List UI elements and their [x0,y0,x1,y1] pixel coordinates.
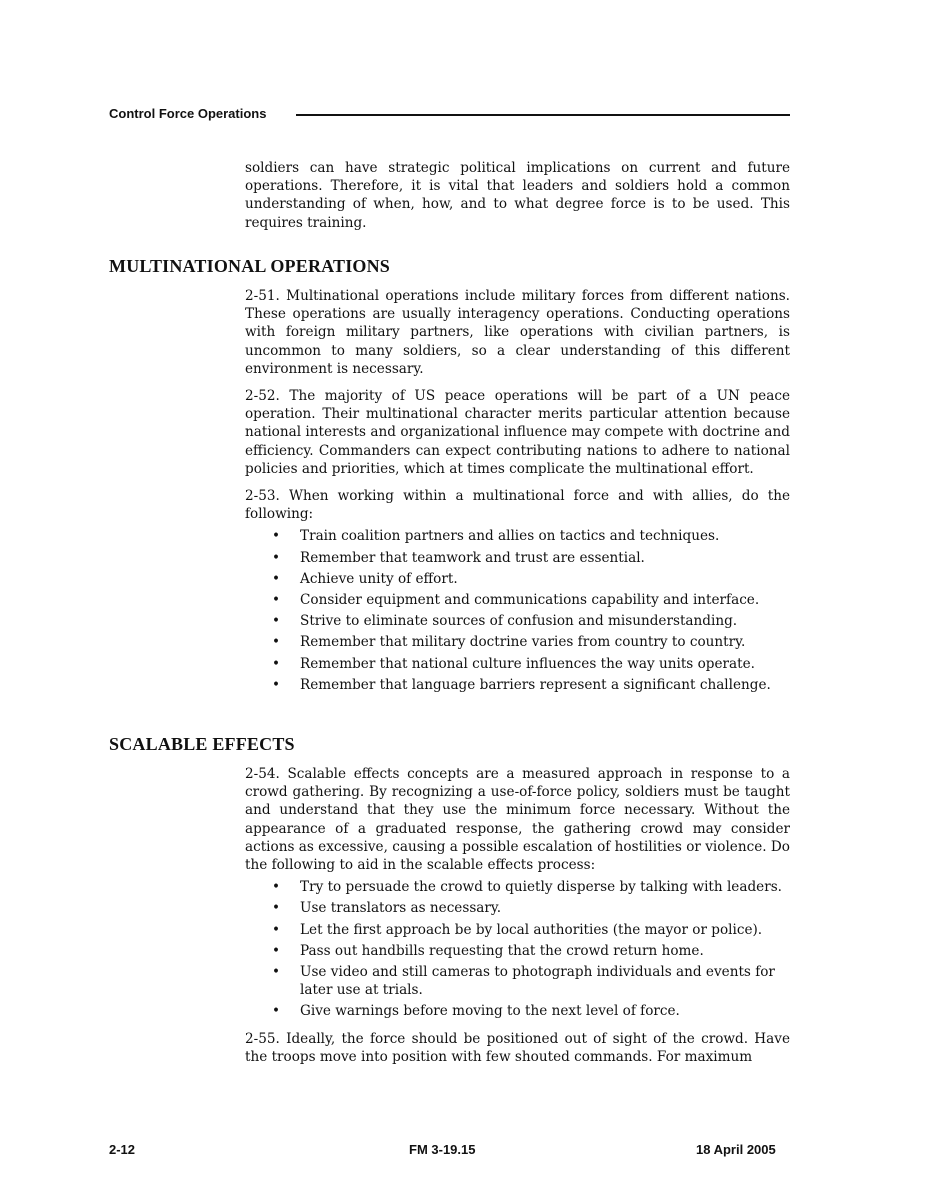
paragraph-2-55: 2-55. Ideally, the force should be positioned out of sight of the crowd. Have the troops move into position with few shouted commands. For maximum [245,1030,790,1065]
list-item [245,655,790,673]
paragraph-2-53: 2-53. When working within a multinational force and with allies, do the following: [245,488,790,523]
bullet-icon: • [272,942,281,959]
list-item-text: Give warnings before moving to the next level of force. [300,1003,680,1020]
footer-date: 18 April 2005 [696,1142,776,1157]
list-item [245,878,790,896]
list-item [245,942,790,960]
paragraph-2-51: 2-51. Multinational operations include military forces from different nations. These operations are usually interagency operations. Conducting operations with foreign military partners, like operations with civilian partners, is uncommon to many soldiers, so a clear understanding of this different environment is necessary. [245,288,790,377]
bullet-icon: • [272,1003,281,1020]
bullet-icon: • [272,634,281,651]
multinational-section-body [245,287,790,703]
list-item [245,527,790,545]
bullet-icon: • [272,879,281,896]
header-rule [296,114,790,116]
bullet-icon: • [272,964,281,981]
list-item-text: Train coalition partners and allies on tactics and techniques. [300,528,720,545]
list-item-text: Remember that national culture influences the way units operate. [300,655,755,672]
list-item [245,612,790,630]
list-item [245,921,790,939]
intro-paragraph: soldiers can have strategic political implications on current and future operations. Therefore, it is vital that leaders and soldiers hold a common understanding of when, how, and to what degree force is to be used. This requires training. [245,160,790,231]
list-item-text: Use video and still cameras to photograph individuals and events for later use at trials. [300,964,775,999]
list-item-text: Remember that military doctrine varies from country to country. [300,634,746,651]
list-item-text: Remember that language barriers represent a significant challenge. [300,676,771,693]
scalable-bullet-list [245,878,790,1020]
footer-manual-id: FM 3-19.15 [409,1142,476,1157]
bullet-icon: • [272,676,281,693]
heading-scalable-effects: SCALABLE EFFECTS [109,734,295,754]
running-header-title: Control Force Operations [109,106,267,121]
list-item-text: Pass out handbills requesting that the crowd return home. [300,942,704,959]
multinational-bullet-list [245,527,790,694]
list-item-text: Achieve unity of effort. [300,570,458,587]
heading-multinational-operations: MULTINATIONAL OPERATIONS [109,256,391,276]
bullet-icon: • [272,528,281,545]
list-item-text: Strive to eliminate sources of confusion and misunderstanding. [300,613,738,630]
list-item-text: Use translators as necessary. [300,900,502,917]
paragraph-2-54: 2-54. Scalable effects concepts are a measured approach in response to a crowd gathering. By recognizing a use-of-force policy, soldiers must be taught and understand that they use the minimum force necessary. Without the appearance of a graduated response, the gathering crowd may consider actions as excessive, causing a possible escalation of hostilities or violence. Do the following to aid in the scalable effects process: [245,766,790,874]
bullet-icon: • [272,570,281,587]
list-item-text: Remember that teamwork and trust are essential. [300,549,645,566]
list-item-text: Let the first approach be by local authorities (the mayor or police). [300,921,763,938]
list-item [245,676,790,694]
scalable-section-body [245,765,790,1075]
bullet-icon: • [272,613,281,630]
list-item-text: Try to persuade the crowd to quietly disperse by talking with leaders. [300,879,783,896]
footer-page-number: 2-12 [109,1142,136,1157]
list-item [245,1002,790,1020]
list-item [245,591,790,609]
paragraph-2-52: 2-52. The majority of US peace operations will be part of a UN peace operation. Their multinational character merits particular attention because national interests and organizational influence may compete with doctrine and efficiency. Commanders can expect contributing nations to adhere to national policies and priorities, which at times complicate the multinational effort. [245,388,790,477]
intro-block [245,159,790,241]
bullet-icon: • [272,655,281,672]
list-item-text: Consider equipment and communications capability and interface. [300,592,760,609]
bullet-icon: • [272,921,281,938]
list-item [245,570,790,588]
list-item [245,899,790,917]
bullet-icon: • [272,592,281,609]
list-item [245,963,790,999]
bullet-icon: • [272,549,281,566]
list-item [245,633,790,651]
bullet-icon: • [272,900,281,917]
list-item [245,549,790,567]
